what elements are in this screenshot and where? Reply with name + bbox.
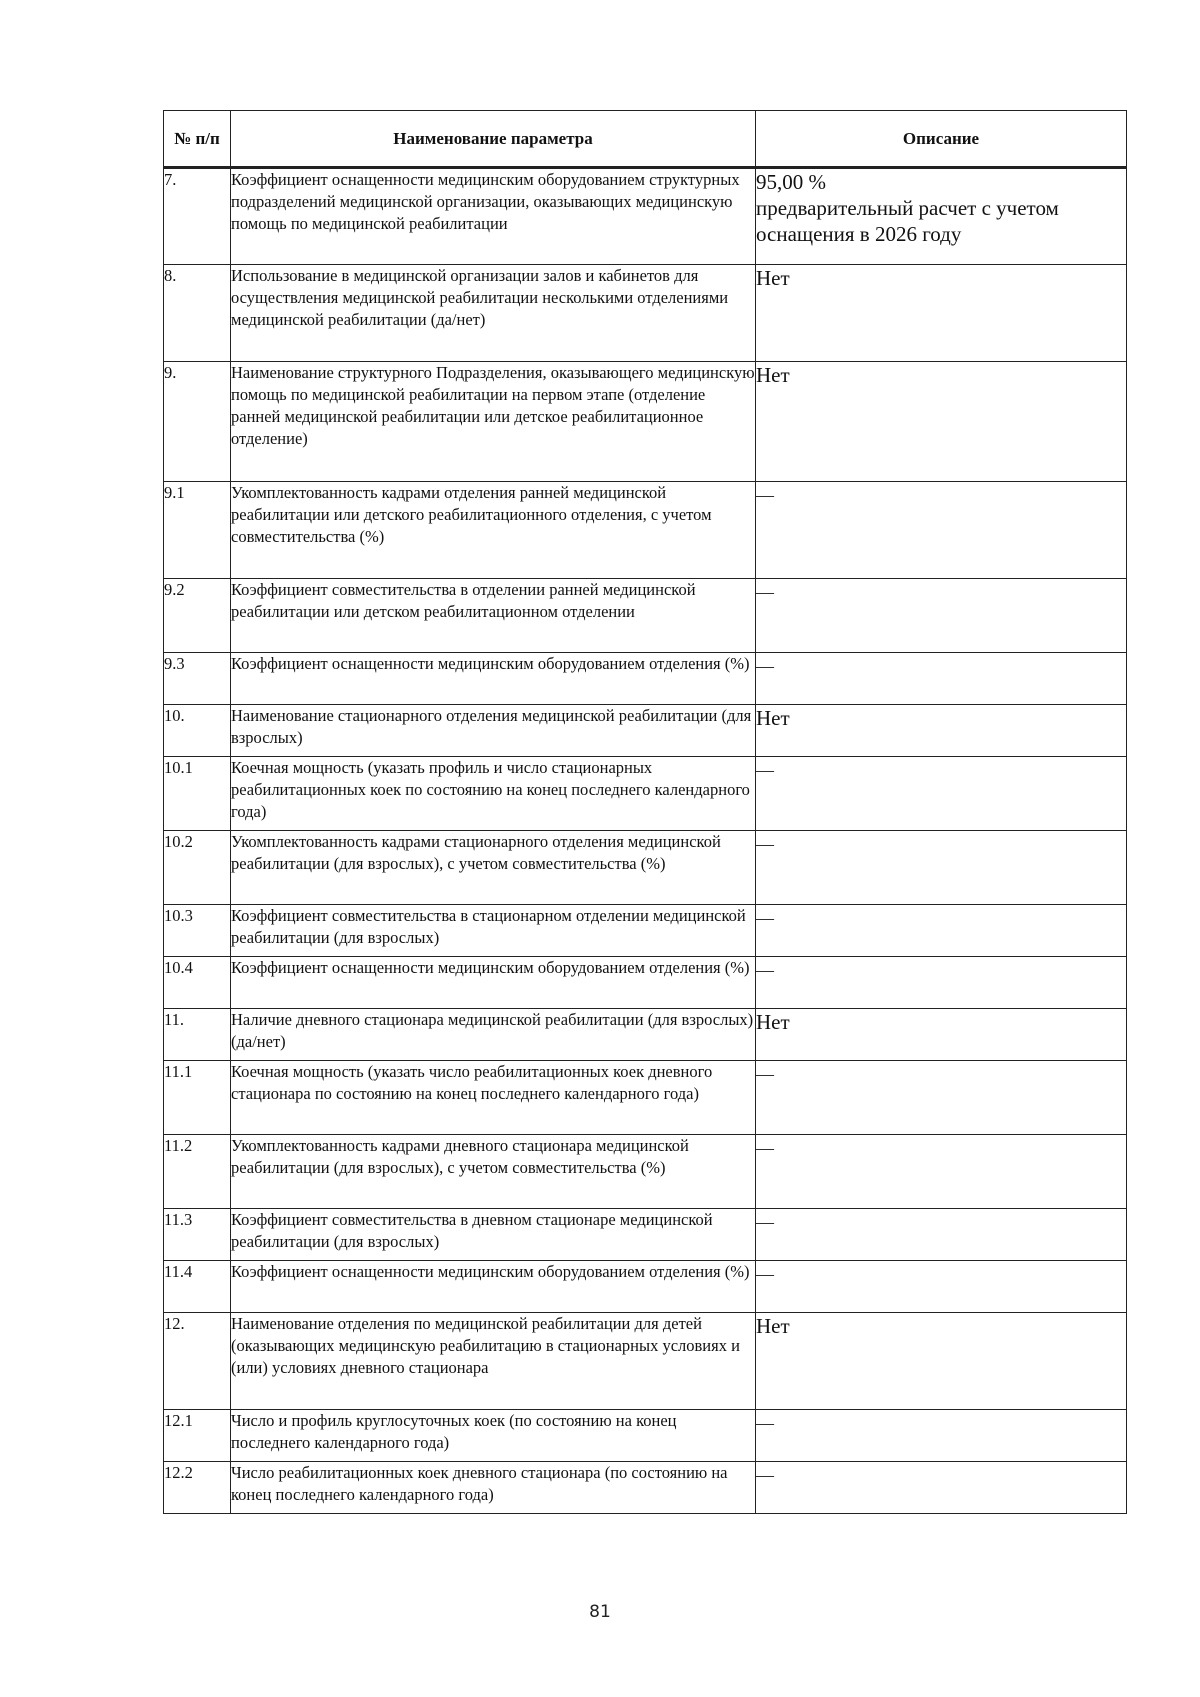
parameter-name: Наличие дневного стационара медицинской реабилитации (для взрослых) (да/нет) [231,1009,756,1061]
parameter-description [756,705,1127,757]
parameter-description [756,168,1127,265]
description-line: — [756,582,774,602]
table-row [164,653,1127,705]
description-line: Нет [756,706,790,730]
table-row [164,905,1127,957]
description-line: — [756,656,774,676]
row-number: 10.2 [164,831,231,905]
table-row [164,1462,1127,1514]
description-line: — [756,1264,774,1284]
parameter-description [756,1313,1127,1410]
description-line: — [756,834,774,854]
description-line: — [756,760,774,780]
table-row [164,1135,1127,1209]
table-row [164,1410,1127,1462]
description-line: Нет [756,363,790,387]
row-number: 11.2 [164,1135,231,1209]
parameter-description [756,1135,1127,1209]
table-row [164,831,1127,905]
description-line: — [756,1138,774,1158]
table-row [164,362,1127,482]
parameter-description [756,831,1127,905]
table-row [164,1261,1127,1313]
table-body [164,168,1127,1514]
parameter-name: Укомплектованность кадрами дневного стационара медицинской реабилитации (для взрослых), с учетом совместительства (%) [231,1135,756,1209]
column-header-name: Наименование параметра [231,111,756,168]
table-row [164,957,1127,1009]
description-line: — [756,485,774,505]
row-number: 10.1 [164,757,231,831]
parameter-name: Коэффициент совместительства в отделении ранней медицинской реабилитации или детском реабилитационном отделении [231,579,756,653]
row-number: 10.4 [164,957,231,1009]
parameter-name: Число и профиль круглосуточных коек (по состоянию на конец последнего календарного года) [231,1410,756,1462]
parameter-name: Коечная мощность (указать число реабилитационных коек дневного стационара по состоянию на конец последнего календарного года) [231,1061,756,1135]
parameter-name: Укомплектованность кадрами стационарного отделения медицинской реабилитации (для взрослых), с учетом совместительства (%) [231,831,756,905]
table-row [164,1061,1127,1135]
row-number: 11. [164,1009,231,1061]
parameter-name: Коечная мощность (указать профиль и число стационарных реабилитационных коек по состоянию на конец последнего календарного года) [231,757,756,831]
parameter-name: Укомплектованность кадрами отделения ранней медицинской реабилитации или детского реабилитационного отделения, с учетом совместительства (%) [231,482,756,579]
parameter-description [756,1009,1127,1061]
row-number: 8. [164,265,231,362]
parameter-description [756,1209,1127,1261]
parameter-description [756,1462,1127,1514]
description-line: Нет [756,266,790,290]
parameter-name: Наименование структурного Подразделения, оказывающего медицинскую помощь по медицинской реабилитации на первом этапе (отделение ранней медицинской реабилитации или детское реабилитационное отделение) [231,362,756,482]
parameter-name: Коэффициент совместительства в дневном стационаре медицинской реабилитации (для взрослых) [231,1209,756,1261]
row-number: 9. [164,362,231,482]
row-number: 10. [164,705,231,757]
parameters-table [163,110,1127,1514]
parameter-description [756,265,1127,362]
parameter-description [756,482,1127,579]
row-number: 9.2 [164,579,231,653]
description-line: 95,00 % [756,170,826,194]
table-row [164,757,1127,831]
parameter-name: Число реабилитационных коек дневного стационара (по состоянию на конец последнего календарного года) [231,1462,756,1514]
row-number: 12. [164,1313,231,1410]
row-number: 9.3 [164,653,231,705]
description-line: — [756,1465,774,1485]
description-line: — [756,908,774,928]
parameter-description [756,1261,1127,1313]
parameter-description [756,905,1127,957]
parameter-description [756,653,1127,705]
parameter-description [756,362,1127,482]
parameter-name: Наименование стационарного отделения медицинской реабилитации (для взрослых) [231,705,756,757]
table-row [164,1313,1127,1410]
parameter-description [756,757,1127,831]
row-number: 9.1 [164,482,231,579]
row-number: 11.4 [164,1261,231,1313]
row-number: 7. [164,168,231,265]
column-header-description: Описание [756,111,1127,168]
table-row [164,1209,1127,1261]
table-row [164,705,1127,757]
description-line: — [756,1212,774,1232]
description-line: Нет [756,1010,790,1034]
parameter-name: Коэффициент оснащенности медицинским оборудованием структурных подразделений медицинской организации, оказывающих медицинскую помощь по медицинской реабилитации [231,168,756,265]
parameter-name: Коэффициент оснащенности медицинским оборудованием отделения (%) [231,957,756,1009]
parameter-name: Использование в медицинской организации залов и кабинетов для осуществления медицинской реабилитации несколькими отделениями медицинской реабилитации (да/нет) [231,265,756,362]
description-line: — [756,960,774,980]
table-row [164,579,1127,653]
parameter-description [756,1061,1127,1135]
description-line: предварительный расчет с учетом оснащения в 2026 году [756,196,1059,246]
parameter-name: Коэффициент оснащенности медицинским оборудованием отделения (%) [231,1261,756,1313]
table-row [164,265,1127,362]
parameter-name: Коэффициент оснащенности медицинским оборудованием отделения (%) [231,653,756,705]
row-number: 10.3 [164,905,231,957]
description-line: — [756,1064,774,1084]
parameter-name: Наименование отделения по медицинской реабилитации для детей (оказывающих медицинскую реабилитацию в стационарных условиях и (или) условиях дневного стационара [231,1313,756,1410]
table-header-row [164,111,1127,168]
row-number: 11.1 [164,1061,231,1135]
row-number: 11.3 [164,1209,231,1261]
page-number: 81 [589,1602,611,1622]
parameter-description [756,579,1127,653]
row-number: 12.2 [164,1462,231,1514]
table-row [164,482,1127,579]
column-header-number: № п/п [164,111,231,168]
table-header [164,111,1127,168]
table-row [164,168,1127,265]
table-row [164,1009,1127,1061]
description-line: — [756,1413,774,1433]
parameter-description [756,1410,1127,1462]
parameter-name: Коэффициент совместительства в стационарном отделении медицинской реабилитации (для взрослых) [231,905,756,957]
parameter-description [756,957,1127,1009]
description-line: Нет [756,1314,790,1338]
row-number: 12.1 [164,1410,231,1462]
